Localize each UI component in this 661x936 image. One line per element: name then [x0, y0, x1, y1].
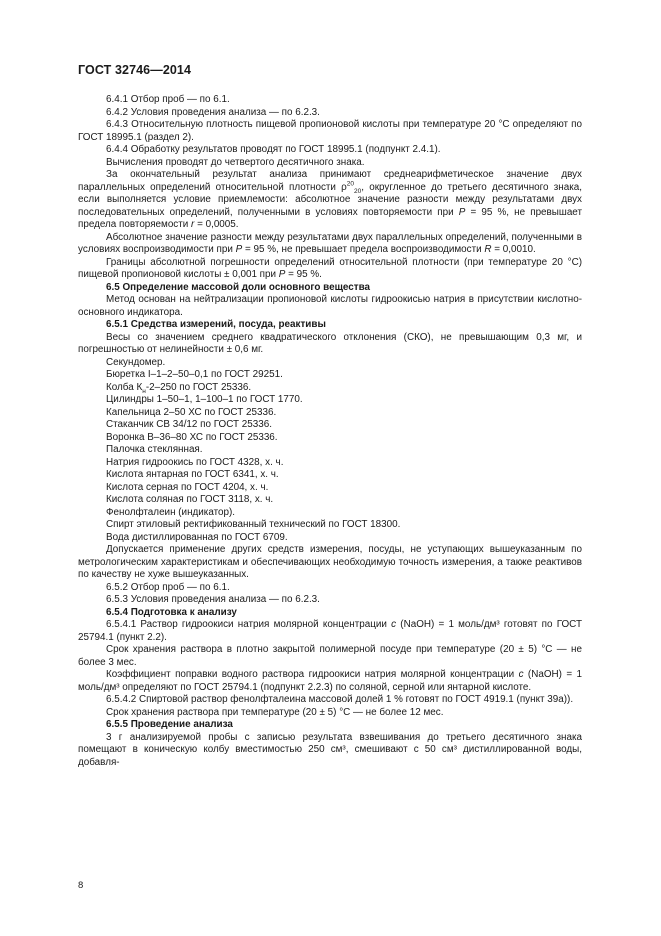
- subscript: н: [142, 387, 146, 395]
- text-run: -2–250 по ГОСТ 25336.: [145, 381, 252, 393]
- text-run: Границы абсолютной погрешности определений относительной плотности (при температуре 20 °С) пищевой пропионовой кислоты ± 0,001 при: [78, 256, 582, 280]
- list-item: Воронка В–36–80 ХС по ГОСТ 25336.: [106, 431, 278, 443]
- text-run: Коэффициент поправки водного раствора гидроокиси натрия молярной концентрации: [106, 669, 519, 680]
- paragraph: 6.5.4.2 Спиртовой раствор фенолфталеина массовой долей 1 % готовят по ГОСТ 4919.1 (пункт 39а)).: [106, 694, 574, 705]
- list-item: Натрия гидроокись по ГОСТ 4328, х. ч.: [106, 456, 284, 468]
- paragraph: Допускается применение других средств измерения, посуды, не уступающих вышеуказанным по метрологическим характеристикам и обеспечивающих необходимую точность измерения, а также реактивов по качеству не хуже вышеуказанных.: [78, 544, 582, 580]
- paragraph: [78, 669, 582, 694]
- list-item: Цилиндры 1–50–1, 1–100–1 по ГОСТ 1770.: [106, 394, 303, 405]
- variable-p: P: [235, 244, 243, 255]
- list-item: Кислота серная по ГОСТ 4204, х. ч.: [106, 481, 269, 493]
- variable-r-upper: R: [484, 244, 492, 255]
- paragraph: 6.5.2 Отбор проб — по 6.1.: [106, 581, 230, 593]
- paragraph: 6.4.3 Относительную плотность пищевой пропионовой кислоты при температуре 20 °С определяют по ГОСТ 18995.1 (раздел 2).: [78, 119, 582, 143]
- list-item: Кислота соляная по ГОСТ 3118, х. ч.: [106, 494, 274, 505]
- text-run: (NaOH) = 1 моль/дм³ готовят по ГОСТ 25794.1 (пункт 2.2).: [78, 619, 583, 643]
- list-item: Стаканчик СВ 34/12 по ГОСТ 25336.: [106, 419, 272, 430]
- paragraph: Весы со значением среднего квадратического отклонения (СКО), не превышающим 0,3 мг, и погрешностью от нелинейности ± 0,6 мг.: [78, 331, 582, 355]
- list-item: Секундомер.: [106, 356, 166, 368]
- variable-r: r: [191, 219, 195, 230]
- paragraph: [78, 619, 582, 644]
- variable-p: P: [458, 206, 466, 218]
- superscript: 20: [346, 180, 354, 188]
- list-item: Палочка стеклянная.: [106, 444, 203, 455]
- text-run: = 95 %.: [285, 269, 322, 280]
- document-header: ГОСТ 32746—2014: [78, 63, 192, 77]
- list-item: Вода дистиллированная по ГОСТ 6709.: [106, 531, 288, 543]
- text-run: = 0,0010.: [491, 244, 536, 255]
- list-item: Спирт этиловый ректификованный технический по ГОСТ 18300.: [106, 519, 401, 530]
- paragraph: [78, 257, 582, 282]
- list-item: Кислота янтарная по ГОСТ 6341, х. ч.: [106, 469, 279, 480]
- list-item: Бюретка I–1–2–50–0,1 по ГОСТ 29251.: [106, 369, 283, 380]
- paragraph: Метод основан на нейтрализации пропионовой кислоты гидроокисью натрия в присутствии кислотно-основного индикатора.: [78, 294, 582, 318]
- subsection-heading: 6.5.1 Средства измерений, посуда, реактивы: [106, 319, 326, 330]
- paragraph: 3 г анализируемой пробы с записью результата взвешивания до третьего десятичного знака помещают в коническую колбу вместимостью 250 см³, смешивают с 50 см³ дистиллированной воды, добавля-: [78, 731, 582, 768]
- paragraph: 6.4.4 Обработку результатов проводят по ГОСТ 18995.1 (подпункт 2.4.1).: [106, 144, 441, 155]
- list-item: [78, 382, 582, 395]
- paragraph: Срок хранения раствора при температуре (20 ± 5) °С — не более 12 мес.: [106, 706, 444, 718]
- paragraph: [78, 169, 582, 232]
- text-run: Абсолютное значение разности между результатами двух параллельных определений, полученными в условиях воспроизводимости при: [78, 231, 582, 255]
- subscript: 20: [354, 187, 362, 195]
- paragraph: 6.4.2 Условия проведения анализа — по 6.2.3.: [106, 106, 320, 118]
- text-run: 6.5.4.1 Раствор гидроокиси натрия молярной концентрации: [106, 619, 392, 630]
- variable-c: c: [518, 669, 524, 680]
- variable-c: c: [391, 619, 397, 630]
- paragraph: 6.4.1 Отбор проб — по 6.1.: [106, 94, 230, 105]
- list-item: Фенолфталеин (индикатор).: [106, 506, 236, 518]
- subsection-heading: 6.5.5 Проведение анализа: [106, 719, 233, 730]
- document-body: [78, 94, 582, 769]
- text-run: Колба К: [106, 381, 143, 393]
- paragraph: [78, 232, 582, 257]
- text-run: = 95 %, не превышает предела воспроизводимости: [242, 244, 485, 255]
- section-heading: 6.5 Определение массовой доли основного вещества: [106, 281, 371, 293]
- text-run: = 95 %, не превышает предела повторяемости: [78, 206, 582, 230]
- text-run: За окончательный результат анализа принимают среднеарифметическое значение двух параллельных определений относительной плотности ρ: [78, 169, 582, 193]
- text-run: (NaOH) = 1 моль/дм³ определяют по ГОСТ 25794.1 (подпункт 2.2.3) по соляной, серной или янтарной кислоте.: [78, 669, 582, 693]
- variable-p: P: [278, 269, 286, 280]
- paragraph: Вычисления проводят до четвертого десятичного знака.: [106, 156, 365, 168]
- text-run: , округленное до третьего десятичного знака, если выполняется условие приемлемости: абсолютное значение разности между результатами двух последовательных определений, полученными в условиях повторяемости при: [78, 181, 582, 218]
- page-number: 8: [78, 880, 84, 891]
- subsection-heading: 6.5.4 Подготовка к анализу: [106, 606, 237, 618]
- list-item: Капельница 2–50 ХС по ГОСТ 25336.: [106, 406, 277, 418]
- paragraph: 6.5.3 Условия проведения анализа — по 6.2.3.: [106, 594, 320, 605]
- paragraph: Срок хранения раствора в плотно закрытой полимерной посуде при температуре (20 ± 5) °С — не более 3 мес.: [78, 644, 582, 668]
- text-run: = 0,0005.: [194, 219, 239, 230]
